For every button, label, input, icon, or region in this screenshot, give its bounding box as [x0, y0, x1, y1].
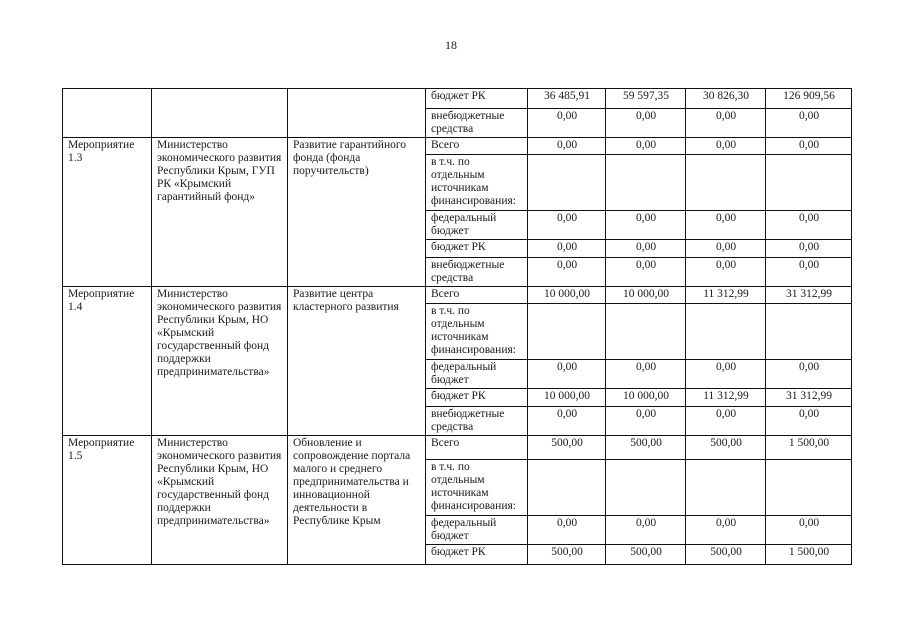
value-cell: 0,00 — [606, 407, 686, 436]
source-cell: федеральный бюджет — [426, 360, 528, 389]
value-cell — [528, 155, 606, 211]
value-cell: 0,00 — [528, 240, 606, 258]
value-cell: 10 000,00 — [528, 287, 606, 304]
table-row — [63, 138, 852, 155]
value-cell — [528, 304, 606, 360]
value-cell: 0,00 — [686, 211, 766, 240]
source-cell: Всего — [426, 436, 528, 460]
value-cell: 31 312,99 — [766, 287, 852, 304]
source-cell: федеральный бюджет — [426, 211, 528, 240]
value-cell: 36 485,91 — [528, 89, 606, 109]
value-cell — [686, 304, 766, 360]
measure-name-cell — [63, 89, 152, 138]
value-cell: 10 000,00 — [606, 287, 686, 304]
value-cell: 0,00 — [528, 407, 606, 436]
source-cell: внебюджетные средства — [426, 407, 528, 436]
value-cell: 0,00 — [606, 138, 686, 155]
source-cell: бюджет РК — [426, 240, 528, 258]
value-cell: 500,00 — [686, 436, 766, 460]
value-cell: 0,00 — [528, 109, 606, 138]
value-cell — [766, 155, 852, 211]
measure-name-cell: Мероприятие 1.5 — [63, 436, 152, 565]
value-cell: 1 500,00 — [766, 436, 852, 460]
table-row — [63, 287, 852, 304]
value-cell — [766, 460, 852, 516]
table-row — [63, 436, 852, 460]
value-cell — [528, 460, 606, 516]
value-cell: 0,00 — [606, 211, 686, 240]
value-cell: 0,00 — [766, 240, 852, 258]
value-cell: 0,00 — [528, 516, 606, 545]
value-cell: 10 000,00 — [528, 389, 606, 407]
value-cell: 31 312,99 — [766, 389, 852, 407]
funding-table — [62, 88, 852, 565]
source-cell: внебюджетные средства — [426, 109, 528, 138]
value-cell: 0,00 — [766, 258, 852, 287]
value-cell: 30 826,30 — [686, 89, 766, 109]
page-number: 18 — [445, 38, 457, 52]
value-cell: 0,00 — [766, 516, 852, 545]
value-cell: 0,00 — [528, 360, 606, 389]
value-cell: 0,00 — [766, 407, 852, 436]
source-cell: Всего — [426, 287, 528, 304]
source-cell: в т.ч. по отдельным источникам финансирования: — [426, 304, 528, 360]
value-cell: 0,00 — [528, 138, 606, 155]
value-cell: 11 312,99 — [686, 287, 766, 304]
value-cell: 11 312,99 — [686, 389, 766, 407]
source-cell: в т.ч. по отдельным источникам финансирования: — [426, 155, 528, 211]
value-cell: 0,00 — [606, 516, 686, 545]
value-cell: 0,00 — [606, 109, 686, 138]
measure-title-cell: Развитие гарантийного фонда (фонда поручительств) — [288, 138, 426, 287]
value-cell: 126 909,56 — [766, 89, 852, 109]
source-cell: Всего — [426, 138, 528, 155]
value-cell: 0,00 — [528, 258, 606, 287]
source-cell: внебюджетные средства — [426, 258, 528, 287]
source-cell: в т.ч. по отдельным источникам финансирования: — [426, 460, 528, 516]
value-cell: 0,00 — [528, 211, 606, 240]
value-cell: 0,00 — [686, 407, 766, 436]
value-cell: 0,00 — [686, 109, 766, 138]
value-cell: 1 500,00 — [766, 545, 852, 565]
value-cell: 0,00 — [606, 258, 686, 287]
executor-cell: Министерство экономического развития Республики Крым, НО «Крымский государственный фонд поддержки предпринимательства» — [152, 436, 288, 565]
value-cell: 0,00 — [686, 516, 766, 545]
measure-name-cell: Мероприятие 1.4 — [63, 287, 152, 436]
value-cell: 0,00 — [686, 258, 766, 287]
source-cell: федеральный бюджет — [426, 516, 528, 545]
measure-title-cell: Развитие центра кластерного развития — [288, 287, 426, 436]
value-cell: 0,00 — [606, 360, 686, 389]
value-cell — [606, 460, 686, 516]
measure-name-cell: Мероприятие 1.3 — [63, 138, 152, 287]
value-cell — [686, 155, 766, 211]
value-cell: 500,00 — [606, 545, 686, 565]
source-cell: бюджет РК — [426, 545, 528, 565]
value-cell — [766, 304, 852, 360]
value-cell: 500,00 — [686, 545, 766, 565]
value-cell: 0,00 — [766, 138, 852, 155]
measure-title-cell — [288, 89, 426, 138]
executor-cell: Министерство экономического развития Республики Крым, НО «Крымский государственный фонд поддержки предпринимательства» — [152, 287, 288, 436]
value-cell: 0,00 — [686, 240, 766, 258]
value-cell: 0,00 — [766, 211, 852, 240]
value-cell: 0,00 — [766, 109, 852, 138]
executor-cell: Министерство экономического развития Республики Крым, ГУП РК «Крымский гарантийный фонд» — [152, 138, 288, 287]
value-cell: 500,00 — [528, 436, 606, 460]
source-cell: бюджет РК — [426, 389, 528, 407]
value-cell: 0,00 — [766, 360, 852, 389]
value-cell: 10 000,00 — [606, 389, 686, 407]
value-cell: 0,00 — [686, 360, 766, 389]
executor-cell — [152, 89, 288, 138]
value-cell: 500,00 — [606, 436, 686, 460]
table-row — [63, 89, 852, 109]
source-cell: бюджет РК — [426, 89, 528, 109]
value-cell — [686, 460, 766, 516]
value-cell: 500,00 — [528, 545, 606, 565]
measure-title-cell: Обновление и сопровождение портала малого и среднего предпринимательства и инновационной деятельности в Республике Крым — [288, 436, 426, 565]
value-cell: 59 597,35 — [606, 89, 686, 109]
value-cell — [606, 155, 686, 211]
value-cell: 0,00 — [686, 138, 766, 155]
value-cell: 0,00 — [606, 240, 686, 258]
value-cell — [606, 304, 686, 360]
